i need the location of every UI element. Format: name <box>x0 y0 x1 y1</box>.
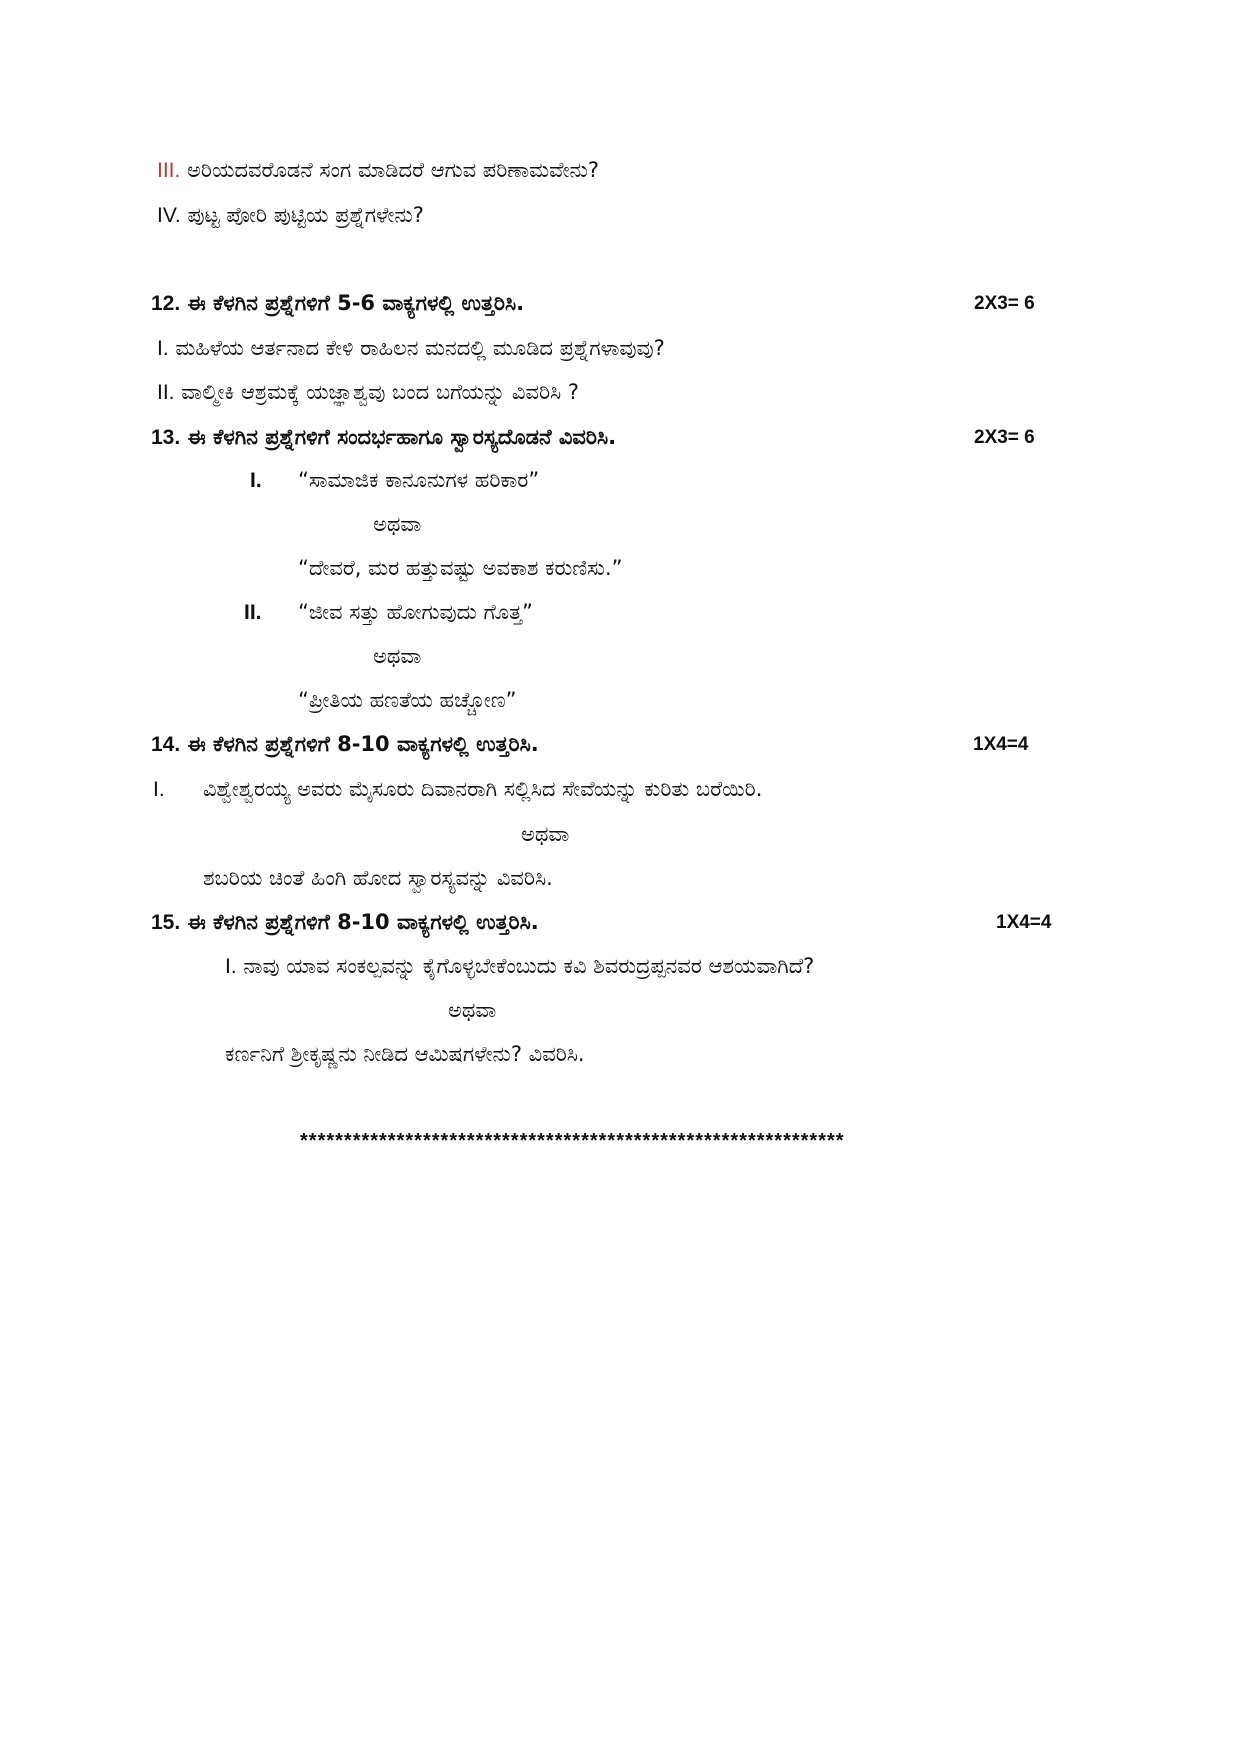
item-text: ನಾವು ಯಾವ ಸಂಕಲ್ಪವನ್ನು ಕೈಗೊಳ್ಳಬೇಕೆಂಬುದು ಕವಿ ಶಿವರುದ್ರಪ್ಪನವರ ಆಶಯವಾಗಿದೆ? <box>243 954 815 978</box>
item-number: IV. <box>157 204 181 227</box>
q15-item-i <box>225 952 814 981</box>
q14-or: ಅಥವಾ <box>521 822 570 846</box>
question-number: 14. <box>151 733 181 756</box>
item-number: III. <box>157 159 181 182</box>
q13-item-i-number: I. <box>250 469 262 492</box>
q12-heading <box>151 289 524 318</box>
q13-heading <box>151 423 616 452</box>
question-number: 15. <box>151 911 181 934</box>
item-text: ವಾಲ್ಮೀಕಿ ಆಶ್ರಮಕ್ಕೆ ಯಜ್ಞಾಶ್ವವು ಬಂದ ಬಗೆಯನ್ನು ವಿವರಿಸಿ ? <box>181 380 580 404</box>
q13-item-i-quote: “ಸಾಮಾಜಿಕ ಕಾನೂನುಗಳ ಹರಿಕಾರ” <box>298 468 540 492</box>
q13-item-ii-or: ಅಥವಾ <box>373 644 422 668</box>
q15-or: ಅಥವಾ <box>448 998 497 1022</box>
question-number: 12. <box>151 292 181 315</box>
q12-item-i <box>157 334 665 363</box>
q14-item-number: I. <box>153 778 165 801</box>
q15-alt-text: ಕರ್ಣನಿಗೆ ಶ್ರೀಕೃಷ್ಣನು ನೀಡಿದ ಆಮಿಷಗಳೇನು? ವಿವರಿಸಿ. <box>225 1042 585 1066</box>
q13-marks: 2X3= 6 <box>974 427 1035 448</box>
end-of-paper-stars: ************************************************************** <box>300 1130 845 1152</box>
q12-item-ii <box>157 378 579 407</box>
item-text: ಅರಿಯದವರೊಡನೆ ಸಂಗ ಮಾಡಿದರೆ ಆಗುವ ಪರಿಣಾಮವೇನು? <box>187 158 600 182</box>
item-text: ಮಹಿಳೆಯ ಆರ್ತನಾದ ಕೇಳಿ ರಾಹಿಲನ ಮನದಲ್ಲಿ ಮೂಡಿದ ಪ್ರಶ್ನೆಗಳಾವುವು? <box>175 336 665 360</box>
q14-marks: 1X4=4 <box>973 734 1029 755</box>
q14-alt-text: ಶಬರಿಯ ಚಿಂತೆ ಹಿಂಗಿ ಹೋದ ಸ್ವಾರಸ್ಯವನ್ನು ವಿವರಿಸಿ. <box>203 866 553 890</box>
item-number: I. <box>225 955 237 978</box>
item-number: II. <box>157 381 175 404</box>
item-number: I. <box>157 337 169 360</box>
question-heading: ಈ ಕೆಳಗಿನ ಪ್ರಶ್ನೆಗಳಿಗೆ ಸಂದರ್ಭಹಾಗೂ ಸ್ವಾರಸ್ಯದೊಡನೆ ವಿವರಿಸಿ. <box>187 425 617 449</box>
q13-item-ii-alt-quote: “ಪ್ರೀತಿಯ ಹಣತೆಯ ಹಚ್ಚೋಣ” <box>298 688 517 712</box>
question-heading: ಈ ಕೆಳಗಿನ ಪ್ರಶ್ನೆಗಳಿಗೆ 5-6 ವಾಕ್ಯಗಳಲ್ಲಿ ಉತ್ತರಿಸಿ. <box>187 291 525 315</box>
q12-marks: 2X3= 6 <box>974 293 1035 314</box>
q11-item-iv <box>157 201 424 230</box>
q11-item-iii <box>157 156 599 185</box>
q13-item-i-or: ಅಥವಾ <box>373 512 422 536</box>
q13-item-i-alt-quote: “ದೇವರೆ, ಮರ ಹತ್ತುವಷ್ಟು ಅವಕಾಶ ಕರುಣಿಸು.” <box>298 556 623 580</box>
question-heading: ಈ ಕೆಳಗಿನ ಪ್ರಶ್ನೆಗಳಿಗೆ 8-10 ವಾಕ್ಯಗಳಲ್ಲಿ ಉತ್ತರಿಸಿ. <box>187 732 539 756</box>
q14-heading <box>151 730 539 759</box>
question-heading: ಈ ಕೆಳಗಿನ ಪ್ರಶ್ನೆಗಳಿಗೆ 8-10 ವಾಕ್ಯಗಳಲ್ಲಿ ಉತ್ತರಿಸಿ. <box>187 910 539 934</box>
q14-item-text: ವಿಶ್ವೇಶ್ವರಯ್ಯ ಅವರು ಮೈಸೂರು ದಿವಾನರಾಗಿ ಸಲ್ಲಿಸಿದ ಸೇವೆಯನ್ನು ಕುರಿತು ಬರೆಯಿರಿ. <box>203 777 763 801</box>
q15-heading <box>151 908 539 937</box>
q15-marks: 1X4=4 <box>996 912 1052 933</box>
q13-item-ii-number: II. <box>244 601 262 624</box>
q13-item-ii-quote: “ಜೀವ ಸತ್ತು ಹೋಗುವುದು ಗೊತ್ತ” <box>298 600 533 624</box>
item-text: ಪುಟ್ಟ ಪೋರಿ ಪುಟ್ಟಿಯ ಪ್ರಶ್ನೆಗಳೇನು? <box>187 203 424 227</box>
question-number: 13. <box>151 426 181 449</box>
